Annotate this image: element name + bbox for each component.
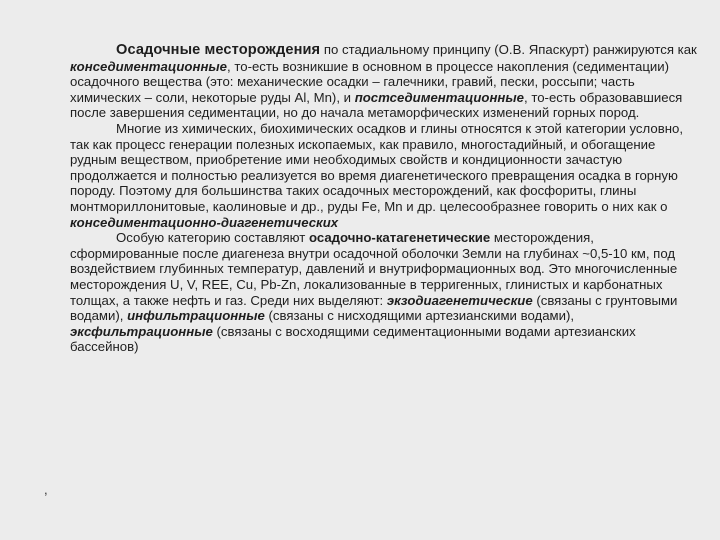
term-consedimentation: конседиментационные [70, 58, 228, 74]
paragraph-2 [70, 121, 702, 230]
paragraph-3-text-a: Особую категорию составляют [116, 230, 309, 246]
paragraph-3-text-e: (связаны с восходящими седиментационными водами артезианских бассейнов) [70, 323, 636, 355]
term-sedimentary-catagenetic: осадочно-катагенетические [308, 230, 491, 246]
paragraph-1-text-c: , то-есть образовавшиеся после завершения седиментации, но до начала метаморфических изменений горных пород. [70, 89, 683, 121]
paragraph-3-text-c: (связаны с грунтовыми водами), [70, 292, 678, 324]
term-exfiltration: эксфильтрационные [70, 323, 213, 339]
term-consedimentation-diagenetic: конседиментационно-диагенетических [70, 214, 339, 230]
term-infiltration: инфильтрационные [127, 308, 265, 324]
term-postsedimentation: постседиментационные [354, 89, 524, 105]
paragraph-1 [70, 42, 702, 121]
paragraph-3-text-b: месторождения, сформированные после диагенеза внутри осадочной оболочки Земли на глубинах ~0,5-10 км, под воздействием глубинных температур, давлений и внутриформационных вод. Это многочисленные месторождения U, V, REE, Cu, Pb-Zn, локализованные в терригенных, глинистых и карбонатных толщах, а также нефть и газ. Среди них выделяют: [70, 230, 678, 308]
paragraph-1-text-a: по стадиальному принципу (О.В. Япаскурт) ранжируются как [320, 42, 697, 57]
paragraph-1-text-b: , то-есть возникшие в основном в процессе накопления (седиментации) осадочного вещества (это: механические осадки – галечники, гравий, пески, россыпи; часть химических – соли, некоторые руды Al, Mn), и [70, 58, 670, 105]
section-title: Осадочные месторождения [116, 42, 321, 58]
paragraph-3-text-d: (связаны с нисходящими артезианскими водами), [264, 308, 575, 324]
document-text [70, 42, 702, 355]
paragraph-2-text: Многие из химических, биохимических осадков и глины относятся к этой категории условно, так как процесс генерации полезных ископаемых, как правило, многостадийный, и обогащение рудным веществом, приобретение ими необходимых свойств и кондиционности зачастую продолжается и полностью реализуется во время диагенетического превращения осадка в горную породу. Поэтому для большинства таких осадочных месторождений, как фосфориты, глины монтмориллонитовые, каолиновые и др., руды Fe, Mn и др. целесообразнее говорить о них как о [70, 120, 683, 214]
stray-comma-mark: , [44, 482, 48, 497]
paragraph-3 [70, 230, 702, 355]
term-exodiagenetic: экзодиагенетические [386, 292, 533, 308]
